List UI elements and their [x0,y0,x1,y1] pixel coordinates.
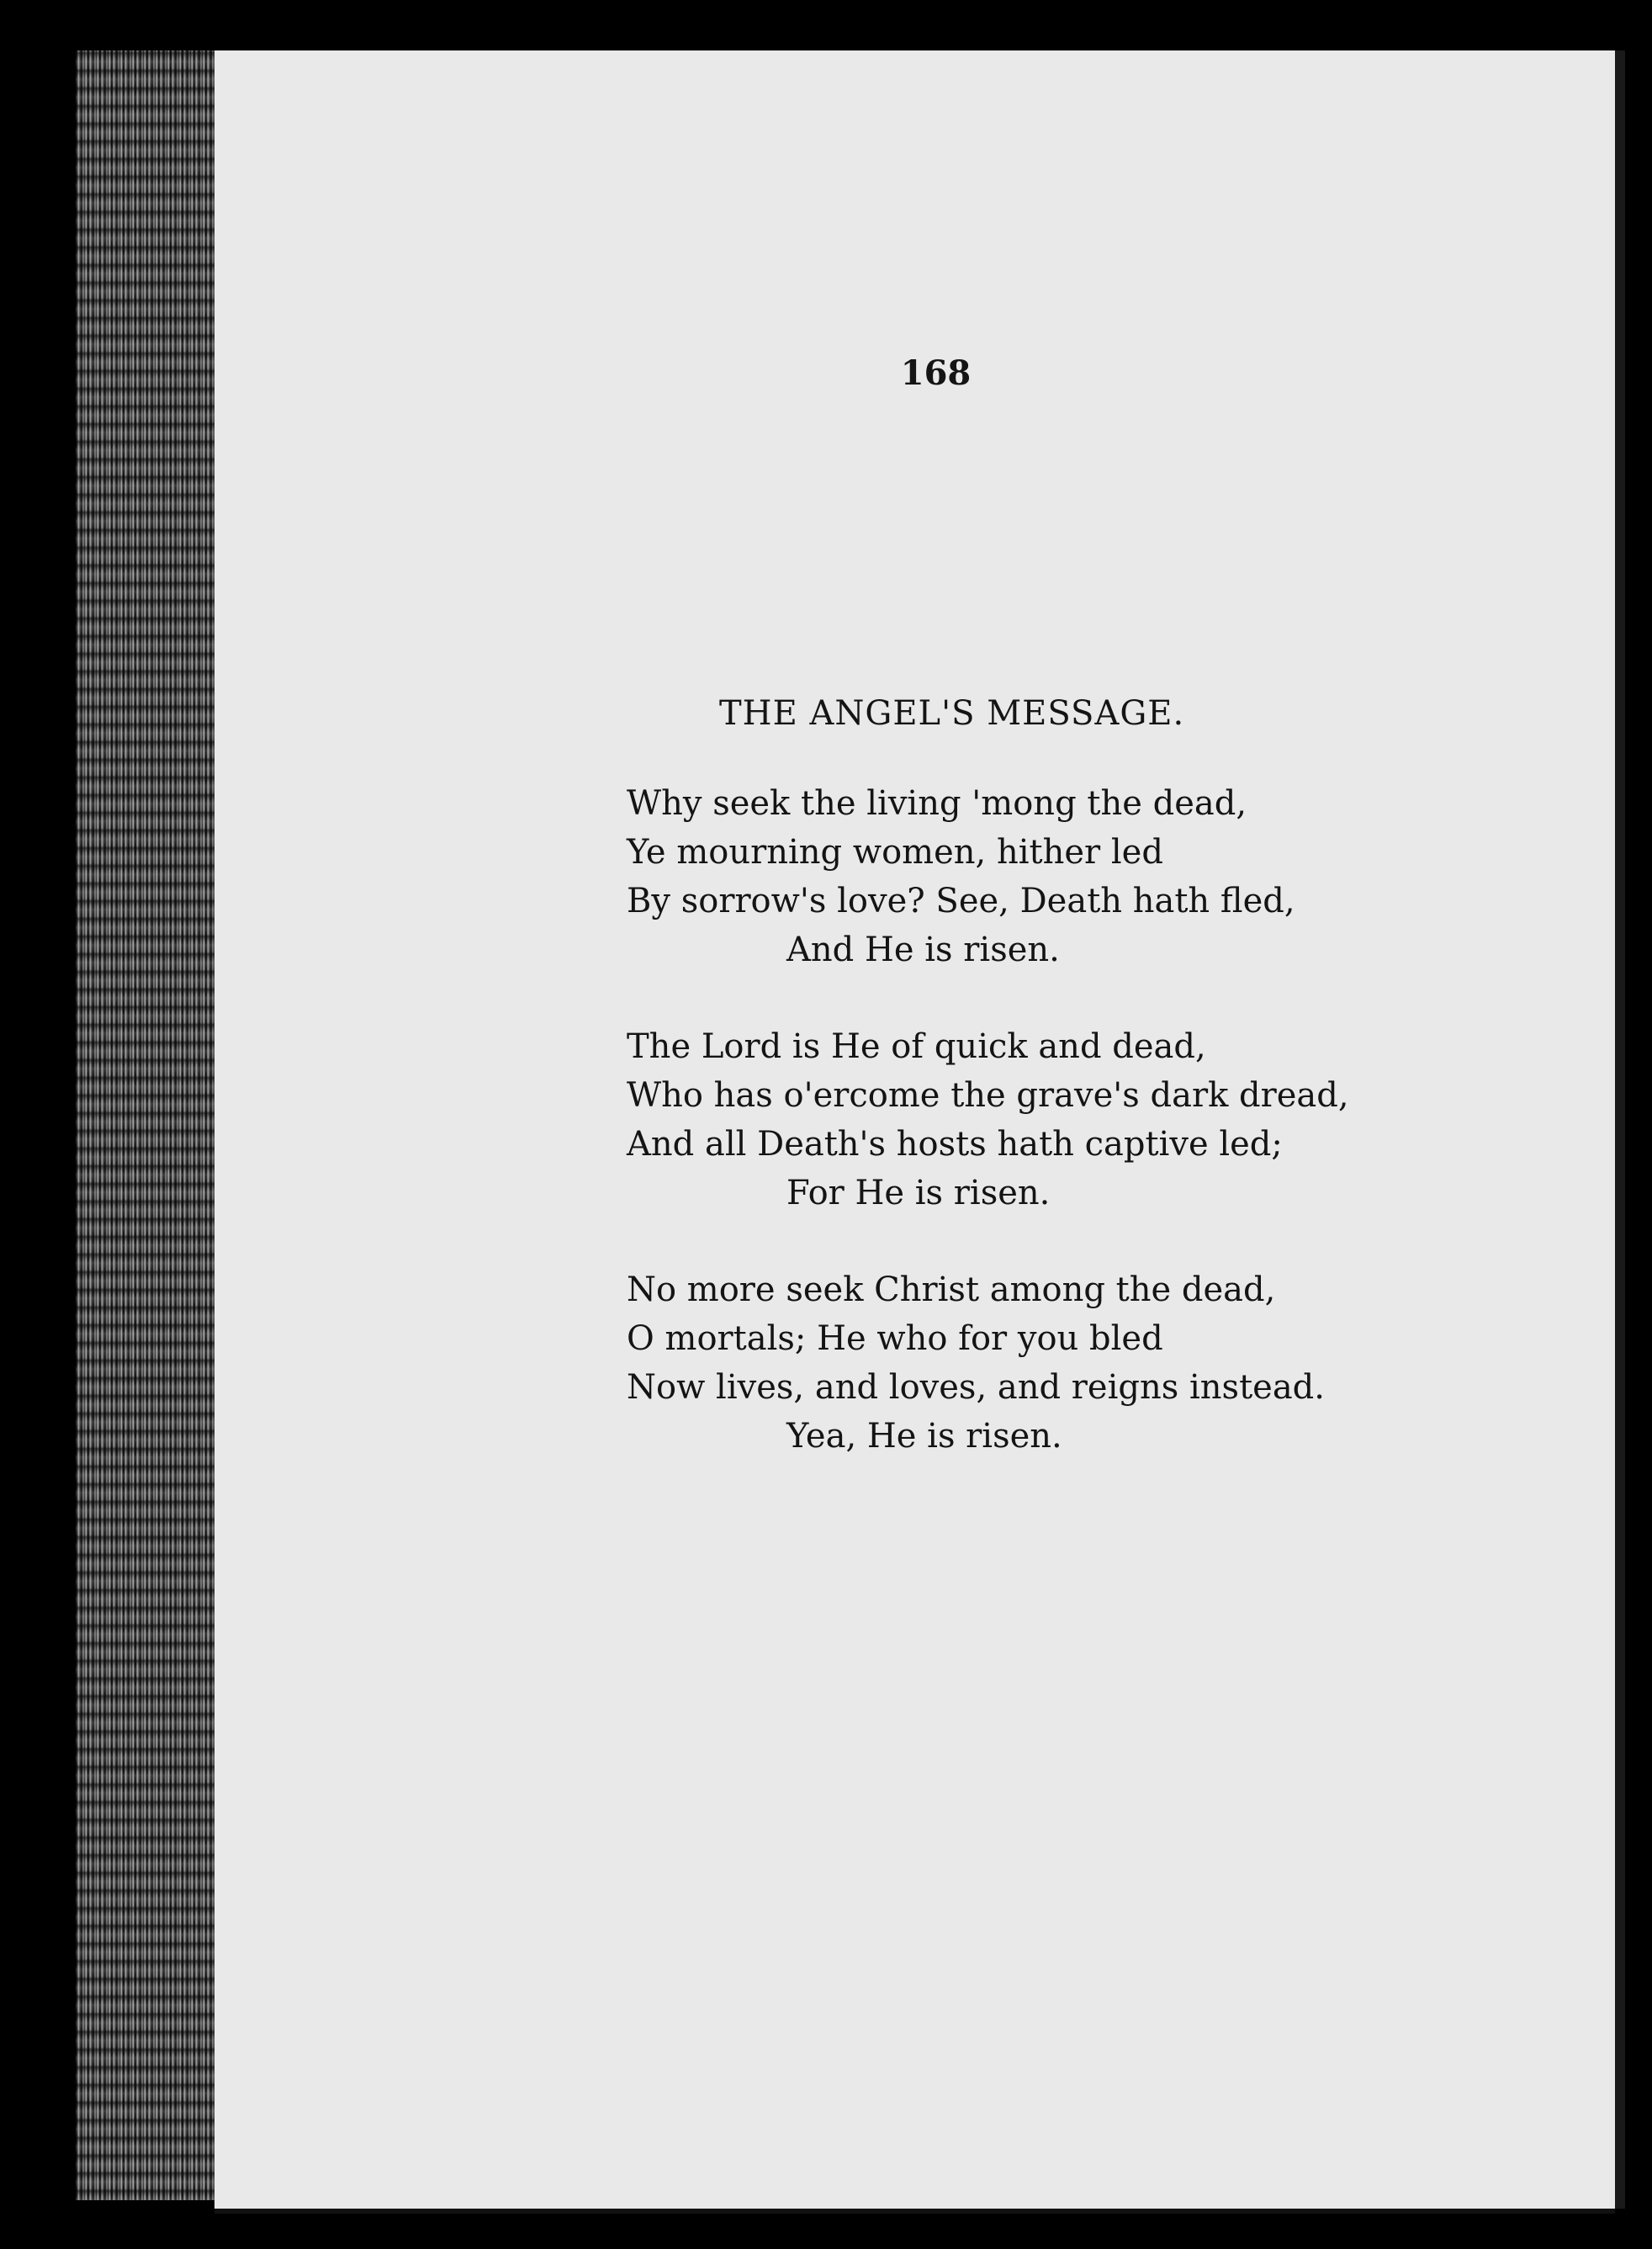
poem-line: And all Death's hosts hath captive led; [627,1125,1283,1164]
book-page [214,50,1615,2214]
poem-line: O mortals; He who for you bled [627,1319,1163,1358]
poem-line: Now lives, and loves, and reigns instead. [627,1368,1325,1407]
poem [627,694,1552,1509]
poem-title: THE ANGEL'S MESSAGE. [719,694,1185,733]
stanza-3 [627,1265,1552,1461]
stanza-2 [627,1022,1552,1217]
page-number: 168 [900,353,972,393]
poem-line: By sorrow's love? See, Death hath fled, [627,882,1295,920]
poem-line: Ye mourning women, hither led [627,833,1163,872]
poem-refrain: For He is risen. [786,1174,1051,1212]
poem-refrain: And He is risen. [786,931,1060,969]
poem-line: The Lord is He of quick and dead, [627,1027,1206,1066]
page-right-edge [1615,50,1625,2209]
poem-line: Why seek the living 'mong the dead, [627,784,1247,823]
book-page-edges [76,50,219,2200]
poem-refrain: Yea, He is risen. [786,1417,1062,1456]
poem-line: No more seek Christ among the dead, [627,1270,1276,1309]
poem-line: Who has o'ercome the grave's dark dread, [627,1076,1349,1115]
stanza-1 [627,779,1552,974]
